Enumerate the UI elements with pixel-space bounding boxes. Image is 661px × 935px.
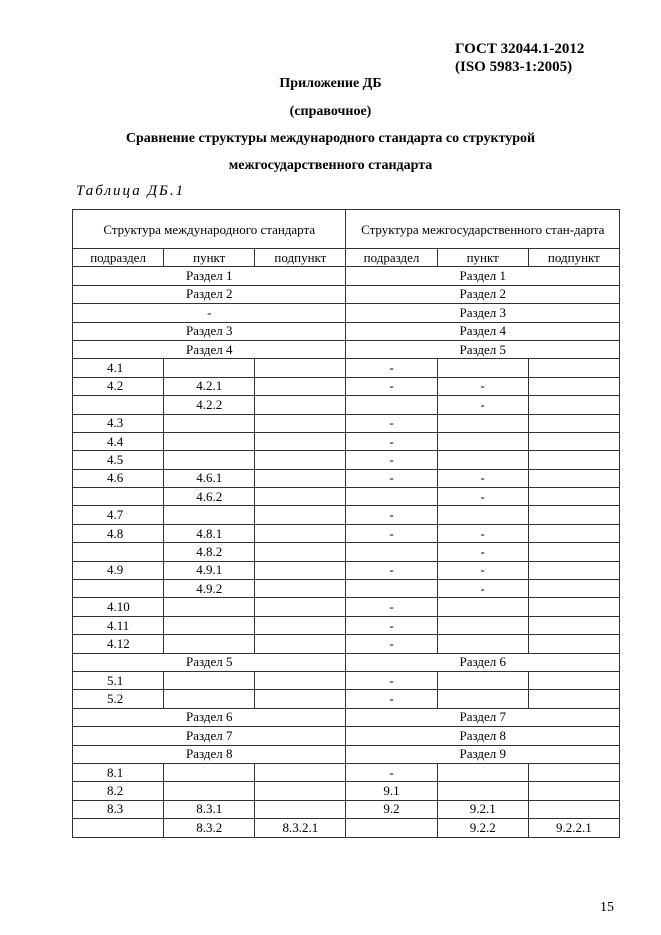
table-cell: - xyxy=(437,488,528,506)
table-row xyxy=(73,377,620,395)
table-row xyxy=(73,800,620,818)
table-cell xyxy=(73,543,164,561)
table-cell: - xyxy=(437,580,528,598)
table-cell xyxy=(255,561,346,579)
table-cell xyxy=(73,819,164,837)
table-cell xyxy=(528,671,619,689)
table-cell xyxy=(528,800,619,818)
table-cell: 8.2 xyxy=(73,782,164,800)
table-row xyxy=(73,396,620,414)
table-cell xyxy=(255,377,346,395)
table-cell: - xyxy=(437,543,528,561)
appendix-title: Приложение ДБ xyxy=(279,76,382,91)
section-cell: - xyxy=(73,304,346,322)
section-cell: Раздел 4 xyxy=(346,322,620,340)
table-cell xyxy=(346,396,437,414)
appendix-heading-line2: межгосударственного стандарта xyxy=(228,158,433,173)
table-cell xyxy=(164,451,255,469)
table-cell xyxy=(437,616,528,634)
table-cell: - xyxy=(346,598,437,616)
table-row xyxy=(73,432,620,450)
section-cell: Раздел 3 xyxy=(346,304,620,322)
table-cell: - xyxy=(346,469,437,487)
table-cell xyxy=(255,763,346,781)
table-cell: 4.10 xyxy=(73,598,164,616)
table-cell: 8.3.2 xyxy=(164,819,255,837)
table-cell xyxy=(528,635,619,653)
section-cell: Раздел 7 xyxy=(346,708,620,726)
column-header: подпункт xyxy=(255,249,346,267)
table-caption: Таблица ДБ.1 xyxy=(76,183,186,199)
gost-number: ГОСТ 32044.1-2012 xyxy=(455,41,585,57)
comparison-table xyxy=(72,209,620,838)
table-row xyxy=(73,616,620,634)
table-row xyxy=(73,543,620,561)
table-cell xyxy=(528,543,619,561)
table-cell xyxy=(255,543,346,561)
table-cell xyxy=(255,396,346,414)
table-cell xyxy=(164,635,255,653)
table-cell xyxy=(255,451,346,469)
table-cell: - xyxy=(346,763,437,781)
table-cell: - xyxy=(437,469,528,487)
table-cell: 9.1 xyxy=(346,782,437,800)
table-row xyxy=(73,690,620,708)
table-row xyxy=(73,414,620,432)
section-cell: Раздел 2 xyxy=(346,285,620,303)
table-cell: 8.3.2.1 xyxy=(255,819,346,837)
table-cell xyxy=(73,396,164,414)
iso-number: (ISO 5983-1:2005) xyxy=(455,59,573,75)
table-cell xyxy=(346,543,437,561)
table-cell: - xyxy=(346,377,437,395)
section-cell: Раздел 1 xyxy=(346,267,620,285)
table-cell: 8.3 xyxy=(73,800,164,818)
table-cell xyxy=(437,690,528,708)
table-cell: 9.2 xyxy=(346,800,437,818)
table-cell xyxy=(528,616,619,634)
table-cell xyxy=(164,598,255,616)
table-cell xyxy=(164,359,255,377)
table-cell: 9.2.1 xyxy=(437,800,528,818)
table-cell xyxy=(73,488,164,506)
table-cell xyxy=(437,671,528,689)
table-cell: - xyxy=(346,414,437,432)
appendix-heading-line1: Сравнение структуры международного стандарта со структурой xyxy=(125,131,536,146)
table-row xyxy=(73,635,620,653)
section-cell: Раздел 5 xyxy=(346,340,620,358)
table-cell xyxy=(255,800,346,818)
table-row xyxy=(73,524,620,542)
table-row xyxy=(73,285,620,303)
table-cell: 9.2.2.1 xyxy=(528,819,619,837)
table-cell xyxy=(255,580,346,598)
table-cell: - xyxy=(437,396,528,414)
table-cell: - xyxy=(346,635,437,653)
column-header: подпункт xyxy=(528,249,619,267)
table-cell: - xyxy=(437,561,528,579)
table-cell: 5.1 xyxy=(73,671,164,689)
table-cell xyxy=(255,690,346,708)
table-cell xyxy=(528,432,619,450)
standard-designation xyxy=(455,40,584,76)
table-cell xyxy=(164,763,255,781)
table-row xyxy=(73,745,620,763)
table-cell xyxy=(164,414,255,432)
table-cell: 5.2 xyxy=(73,690,164,708)
table-cell xyxy=(255,414,346,432)
table-row xyxy=(73,469,620,487)
table-row xyxy=(73,782,620,800)
table-cell xyxy=(346,488,437,506)
table-row xyxy=(73,727,620,745)
table-cell xyxy=(255,635,346,653)
table-cell xyxy=(255,469,346,487)
table-cell: 4.6.2 xyxy=(164,488,255,506)
appendix-type: (справочное) xyxy=(289,104,372,119)
table-row xyxy=(73,304,620,322)
table-cell: 4.2.2 xyxy=(164,396,255,414)
table-cell xyxy=(528,561,619,579)
table-cell xyxy=(528,763,619,781)
table-cell xyxy=(255,359,346,377)
section-cell: Раздел 5 xyxy=(73,653,346,671)
table-cell xyxy=(528,377,619,395)
table-cell: 4.7 xyxy=(73,506,164,524)
table-cell: 4.2.1 xyxy=(164,377,255,395)
table-cell xyxy=(255,671,346,689)
table-cell: 4.1 xyxy=(73,359,164,377)
table-cell: 4.12 xyxy=(73,635,164,653)
section-cell: Раздел 2 xyxy=(73,285,346,303)
section-cell: Раздел 6 xyxy=(346,653,620,671)
table-cell xyxy=(437,451,528,469)
table-row xyxy=(73,819,620,837)
section-cell: Раздел 4 xyxy=(73,340,346,358)
table-cell xyxy=(528,598,619,616)
table-row xyxy=(73,267,620,285)
table-cell xyxy=(528,782,619,800)
table-cell: 4.9.1 xyxy=(164,561,255,579)
table-row xyxy=(73,340,620,358)
group-header-international: Структура международного стандарта xyxy=(73,210,346,249)
table-cell xyxy=(255,616,346,634)
table-cell: 8.3.1 xyxy=(164,800,255,818)
table-cell xyxy=(164,690,255,708)
table-cell: 4.9.2 xyxy=(164,580,255,598)
table-cell xyxy=(164,432,255,450)
section-cell: Раздел 6 xyxy=(73,708,346,726)
column-header: подраздел xyxy=(346,249,437,267)
section-cell: Раздел 1 xyxy=(73,267,346,285)
table-cell: - xyxy=(346,561,437,579)
table-cell xyxy=(528,359,619,377)
section-cell: Раздел 8 xyxy=(346,727,620,745)
table-cell: - xyxy=(346,616,437,634)
table-row xyxy=(73,322,620,340)
table-row xyxy=(73,506,620,524)
table-cell xyxy=(528,524,619,542)
table-cell xyxy=(346,819,437,837)
table-cell xyxy=(528,506,619,524)
table-cell: - xyxy=(346,690,437,708)
table-cell: 9.2.2 xyxy=(437,819,528,837)
table-cell xyxy=(437,763,528,781)
table-cell xyxy=(528,469,619,487)
table-cell xyxy=(528,414,619,432)
table-cell: 4.8 xyxy=(73,524,164,542)
table-cell xyxy=(255,524,346,542)
section-cell: Раздел 9 xyxy=(346,745,620,763)
table-cell xyxy=(255,488,346,506)
table-cell xyxy=(255,782,346,800)
table-cell: 4.11 xyxy=(73,616,164,634)
table-cell xyxy=(437,782,528,800)
section-cell: Раздел 3 xyxy=(73,322,346,340)
table-cell xyxy=(528,451,619,469)
column-header: подраздел xyxy=(73,249,164,267)
table-cell xyxy=(255,432,346,450)
table-cell xyxy=(164,506,255,524)
table-row xyxy=(73,451,620,469)
table-cell xyxy=(255,506,346,524)
table-cell xyxy=(437,432,528,450)
table-cell xyxy=(164,782,255,800)
table-cell xyxy=(346,580,437,598)
table-cell: 4.5 xyxy=(73,451,164,469)
section-cell: Раздел 8 xyxy=(73,745,346,763)
table-cell: - xyxy=(346,524,437,542)
table-cell: 4.6 xyxy=(73,469,164,487)
table-cell: 4.4 xyxy=(73,432,164,450)
table-cell xyxy=(73,580,164,598)
table-cell: 4.6.1 xyxy=(164,469,255,487)
table-row xyxy=(73,359,620,377)
table-cell: 4.8.2 xyxy=(164,543,255,561)
table-cell xyxy=(255,598,346,616)
table-cell xyxy=(437,506,528,524)
table-cell: - xyxy=(346,671,437,689)
page-number: 15 xyxy=(600,900,614,915)
table-cell: 4.3 xyxy=(73,414,164,432)
table-cell: 4.2 xyxy=(73,377,164,395)
table-cell xyxy=(528,396,619,414)
table-cell: - xyxy=(346,506,437,524)
table-row xyxy=(73,708,620,726)
table-cell xyxy=(528,488,619,506)
table-cell: - xyxy=(346,432,437,450)
table-row xyxy=(73,671,620,689)
table-cell: - xyxy=(437,377,528,395)
section-cell: Раздел 7 xyxy=(73,727,346,745)
table-cell: 8.1 xyxy=(73,763,164,781)
table-cell: - xyxy=(437,524,528,542)
table-row xyxy=(73,561,620,579)
table-cell: 4.9 xyxy=(73,561,164,579)
table-row xyxy=(73,653,620,671)
table-cell: 4.8.1 xyxy=(164,524,255,542)
table-cell xyxy=(437,414,528,432)
table-row xyxy=(73,598,620,616)
table-cell xyxy=(437,598,528,616)
table-cell xyxy=(528,580,619,598)
table-cell xyxy=(164,671,255,689)
table-cell: - xyxy=(346,451,437,469)
table-row xyxy=(73,488,620,506)
table-cell xyxy=(528,690,619,708)
table-cell: - xyxy=(346,359,437,377)
table-cell xyxy=(164,616,255,634)
group-header-interstate: Структура межгосударственного стан-дарта xyxy=(346,210,620,249)
table-cell xyxy=(437,635,528,653)
column-header: пункт xyxy=(164,249,255,267)
table-cell xyxy=(437,359,528,377)
table-row xyxy=(73,763,620,781)
column-header: пункт xyxy=(437,249,528,267)
table-row xyxy=(73,580,620,598)
